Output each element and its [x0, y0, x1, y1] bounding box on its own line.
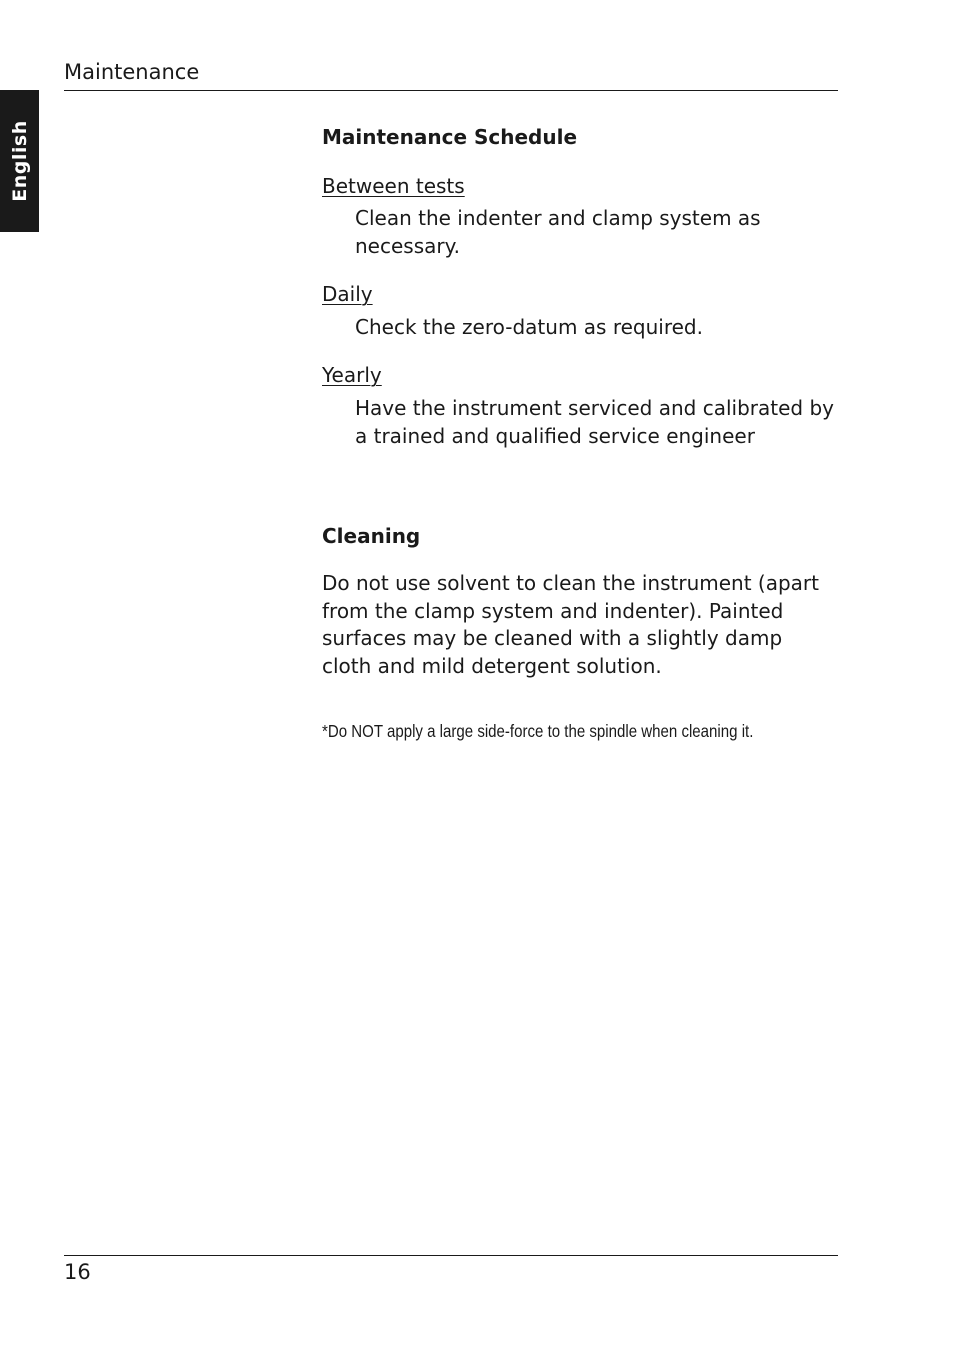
maintenance-schedule-heading: Maintenance Schedule: [322, 125, 578, 149]
schedule-item-text: Clean the indenter and clamp system as necessary.: [355, 206, 761, 258]
cleaning-note: *Do NOT apply a large side-force to the spindle when cleaning it.: [322, 721, 754, 741]
cleaning-paragraph: Do not use solvent to clean the instrument (apart from the clamp system and indenter). Painted surfaces may be cleaned with a slightly damp cloth and mild detergent solution.: [322, 571, 819, 678]
schedule-item-label: Daily: [322, 282, 373, 306]
schedule-item-text: Check the zero-datum as required.: [355, 315, 703, 339]
language-tab-label: English: [8, 120, 31, 202]
page-number: 16: [64, 1260, 91, 1284]
cleaning-heading: Cleaning: [322, 524, 421, 548]
schedule-item-label: Yearly: [322, 363, 382, 387]
schedule-item-label: Between tests: [322, 174, 465, 198]
footer-divider: [64, 1255, 838, 1256]
page-header-title: Maintenance: [64, 60, 200, 84]
schedule-item-text: Have the instrument serviced and calibrated by a trained and qualified service engineer: [355, 396, 834, 448]
language-tab: [0, 90, 39, 232]
header-divider: [64, 90, 838, 91]
